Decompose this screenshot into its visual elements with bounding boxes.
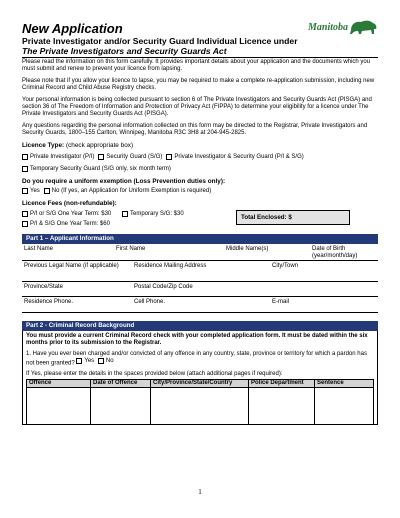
last-name-field[interactable]: Last Name	[22, 244, 114, 261]
checkbox[interactable]	[22, 188, 28, 194]
if-yes-instructions: If Yes, please enter the details in the spaces provided below (attach additional pages if required):	[26, 371, 283, 377]
criminal-record-question	[26, 351, 374, 368]
licence-option-pi-sg[interactable]	[166, 153, 303, 161]
option-label: No (If yes, an Application for Uniform Exemption is required)	[51, 188, 212, 194]
table-row	[22, 261, 378, 281]
option-label: Temporary Security Guard (S/G only, six month term)	[30, 166, 171, 172]
email-field[interactable]: E-mail	[270, 297, 378, 312]
option-label: Private Investigator & Security Guard (P/I & S/G)	[174, 154, 304, 160]
column-header: Date of Offence	[91, 380, 151, 388]
licence-type-heading	[22, 142, 378, 150]
form-title: New Application	[22, 21, 123, 36]
option-label: P/I or S/G One Year Term: $30	[30, 211, 112, 217]
licence-type-row-2	[22, 165, 378, 173]
checkbox[interactable]	[76, 358, 82, 364]
province-state-field[interactable]: Province/State	[22, 282, 132, 297]
uniform-no[interactable]	[44, 187, 211, 195]
licence-option-sg[interactable]	[98, 153, 162, 161]
sentence-cell[interactable]	[315, 388, 374, 424]
table-row	[22, 282, 378, 297]
application-form	[22, 22, 378, 425]
checkbox[interactable]	[98, 154, 104, 160]
checkbox[interactable]	[166, 154, 172, 160]
fee-option-combined[interactable]	[22, 220, 110, 228]
applicant-info-grid	[22, 244, 378, 261]
licence-type-row-1	[22, 153, 378, 161]
checkbox[interactable]	[22, 154, 28, 160]
option-label: Yes	[30, 188, 40, 194]
dob-field[interactable]: Date of Birth (year/month/day)	[310, 244, 378, 261]
uniform-options	[22, 187, 378, 195]
option-label: Temporary S/G: $30	[130, 211, 184, 217]
checkbox[interactable]	[22, 221, 28, 227]
column-header: City/Province/State/Country	[151, 380, 249, 388]
checkbox[interactable]	[122, 211, 128, 217]
licence-type-label: Licence Type:	[22, 142, 65, 149]
intro-paragraph-4: Any questions regarding the personal information collected on this form may be directed to the Registrar, Private Investigators and Security Guards, 1800–155 Carlton, Winnipeg, Manitoba R3C 3H8 at 204-945-2825.	[22, 123, 368, 136]
option-label: Security Guard (S/G)	[106, 154, 163, 160]
checkbox[interactable]	[44, 188, 50, 194]
manitoba-logo	[308, 18, 378, 36]
checkbox[interactable]	[22, 211, 28, 217]
fee-option-one-year[interactable]	[22, 210, 111, 218]
cell-phone-field[interactable]: Cell Phone.	[132, 297, 270, 312]
criminal-record-section	[22, 331, 378, 425]
part1-heading: Part 1 – Applicant Information	[22, 234, 378, 244]
mailing-address-field[interactable]: Residence Mailing Address	[132, 261, 270, 281]
option-label: Private Investigator (P/I)	[30, 154, 95, 160]
licence-type-hint: (check appropriate box)	[65, 142, 134, 149]
offence-date-cell[interactable]	[91, 388, 151, 424]
offence-location-cell[interactable]	[151, 388, 249, 424]
question-text: 1. Have you ever been charged and/or convicted of any offence in any country, state, province or territory for which a pardon has not been granted?	[26, 350, 367, 366]
bison-icon	[348, 18, 378, 36]
criminal-record-notice: You must provide a current Criminal Record check with your completed application form. It must be dated within the six months prior to its submission to the Registrar.	[26, 332, 368, 346]
first-name-field[interactable]: First Name	[114, 244, 224, 261]
intro-paragraph-3: Your personal information is being collected pursuant to section 6 of The Private Investigators and Security Guards Act (PISGA) and section 36 of The Freedom of Information and Protection of Privacy Act (FIPPA) to determine your eligibility for a licence under The Private Investigators and Security Guards Act (PISGA).	[22, 97, 372, 117]
intro-paragraph-1: Please read the information on this form carefully. It provides important details about your application and the documents which you must submit and renew to prevent your licence from lapsing.	[22, 59, 371, 72]
act-name: The Private Investigators and Security Guards Act	[22, 46, 378, 58]
intro-paragraph-2: Please note that if you allow your licence to lapse, you may be required to make a complete re-application submission, including new Criminal Record and Child Abuse Registry checks.	[22, 78, 375, 91]
part2-heading: Part 2 - Criminal Record Background	[22, 321, 378, 331]
column-header: Sentence	[315, 380, 374, 388]
fee-option-temporary[interactable]	[122, 210, 184, 218]
table-row	[22, 297, 378, 312]
page-number: 1	[198, 488, 202, 496]
fees-section	[22, 210, 378, 230]
option-label: No	[105, 357, 114, 364]
table-row	[22, 244, 378, 261]
fees-column-temporary	[122, 210, 222, 220]
offence-table	[26, 379, 374, 424]
city-town-field[interactable]: City/Town	[270, 261, 378, 281]
table-row	[27, 388, 374, 424]
residence-phone-field[interactable]: Residence Phone.	[22, 297, 132, 312]
uniform-yes[interactable]	[22, 187, 40, 195]
licence-option-pi[interactable]	[22, 153, 94, 161]
form-subtitle: Private Investigator and/or Security Guard Individual Licence under	[22, 36, 298, 46]
previous-legal-name-field[interactable]: Previous Legal Name (if applicable)	[22, 261, 132, 281]
licence-option-temporary-sg[interactable]	[22, 165, 171, 173]
applicant-contact-grid	[22, 297, 378, 313]
checkbox[interactable]	[22, 166, 28, 172]
police-department-cell[interactable]	[249, 388, 315, 424]
postal-code-field[interactable]: Postal Code/Zip Code	[132, 282, 378, 297]
column-header: Police Department	[249, 380, 315, 388]
uniform-question: Do you require a uniform exemption (Loss Prevention duties only):	[22, 178, 226, 185]
applicant-address-grid	[22, 261, 378, 282]
column-header: Offence	[27, 380, 91, 388]
criminal-no[interactable]	[98, 358, 114, 365]
applicant-location-grid	[22, 282, 378, 298]
table-header-row	[27, 380, 374, 388]
logo-wordmark: Manitoba	[307, 21, 348, 33]
option-label: P/I & S/G One Year Term: $60	[30, 221, 110, 227]
offence-cell[interactable]	[27, 388, 91, 424]
checkbox[interactable]	[98, 358, 104, 364]
fees-heading: Licence Fees (non-refundable):	[22, 200, 117, 207]
criminal-yes[interactable]	[76, 358, 94, 365]
fees-column-annual	[22, 210, 122, 230]
middle-names-field[interactable]: Middle Name(s)	[224, 244, 310, 261]
total-enclosed-field[interactable]: Total Enclosed: $	[236, 210, 350, 225]
option-label: Yes	[84, 357, 95, 364]
